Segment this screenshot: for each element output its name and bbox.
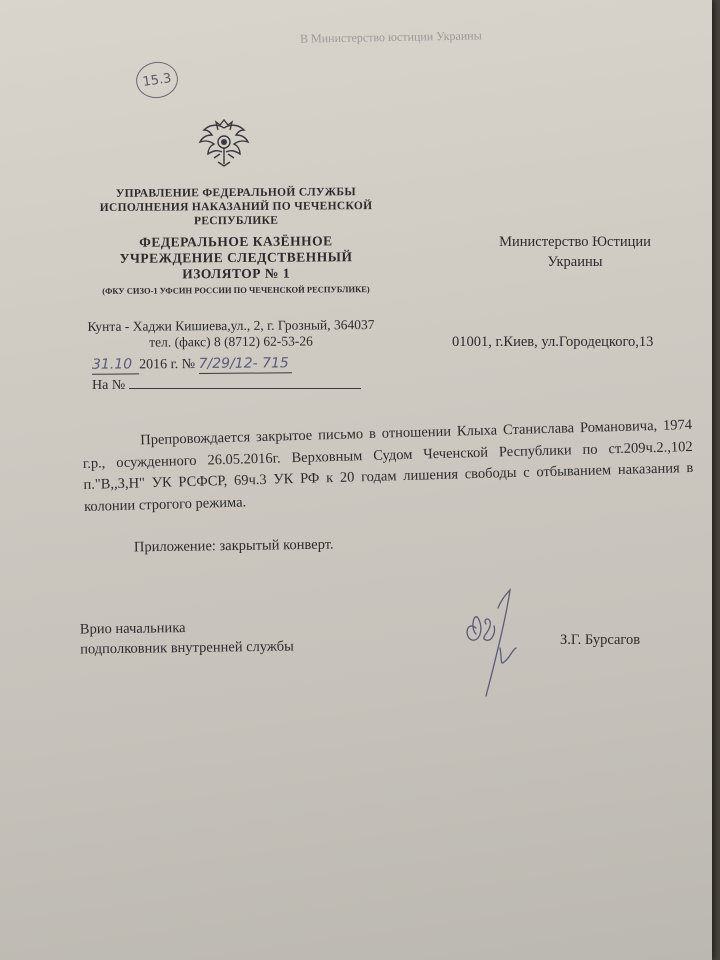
outgoing-date-line xyxy=(92,355,292,374)
sender-abbreviation: (ФКУ СИЗО-1 УФСИН РОССИИ ПО ЧЕЧЕНСКОЙ РЕСПУБЛИКЕ) xyxy=(102,284,370,296)
sender-department-header: УПРАВЛЕНИЕ ФЕДЕРАЛЬНОЙ СЛУЖБЫ ИСПОЛНЕНИЯ НАКАЗАНИЙ ПО ЧЕЧЕНСКОЙ РЕСПУБЛИКЕ xyxy=(99,186,373,228)
handwritten-date: 31.10 xyxy=(91,356,133,373)
handwritten-outgoing-number: 7/29/12- 715 xyxy=(198,355,289,372)
handwritten-signature-icon xyxy=(456,588,536,703)
handwritten-registration-number: 15.3 xyxy=(134,59,181,100)
recipient-name: Министерство Юстиции Украины xyxy=(499,234,651,270)
signatory-title: Врио начальника подполковник внутренней службы xyxy=(79,620,294,658)
sender-institution-header: ФЕДЕРАЛЬНОЕ КАЗЁННОЕ УЧРЕЖДЕНИЕ СЛЕДСТВЕННЫЙ ИЗОЛЯТОР № 1 xyxy=(119,233,353,282)
letter-body: Препровождается закрытое письмо в отношении Клыха Станислава Романовича, 1974 г.р., осужденного 26.05.2016г. Верховным Судом Чеченской Республики по ст.209ч.2.,102 п."В,,З,Н" УК РСФСР, 69ч.3 УК РФ к 20 годам лишения свободы с отбыванием наказания в колонии строгого режима. xyxy=(82,416,694,515)
bleed-through-text: В Министерство юстиции Украины xyxy=(299,28,482,46)
recipient-address: 01001, г.Киев, ул.Городецкого,13 xyxy=(452,334,654,350)
reference-number-line xyxy=(92,376,361,394)
reference-number-label: На № xyxy=(92,378,126,393)
sender-address: Кунта - Хаджи Кишиева,ул., 2, г. Грозный, 364037 тел. (факс) 8 (8712) 62-53-26 xyxy=(87,316,375,350)
double-headed-eagle-emblem-icon xyxy=(196,118,252,175)
printed-year-and-number-label: 2016 г. № xyxy=(139,356,196,373)
attachment-line: Приложение: закрытый конверт. xyxy=(133,536,334,556)
signatory-name: З.Г. Бурсагов xyxy=(560,632,641,648)
